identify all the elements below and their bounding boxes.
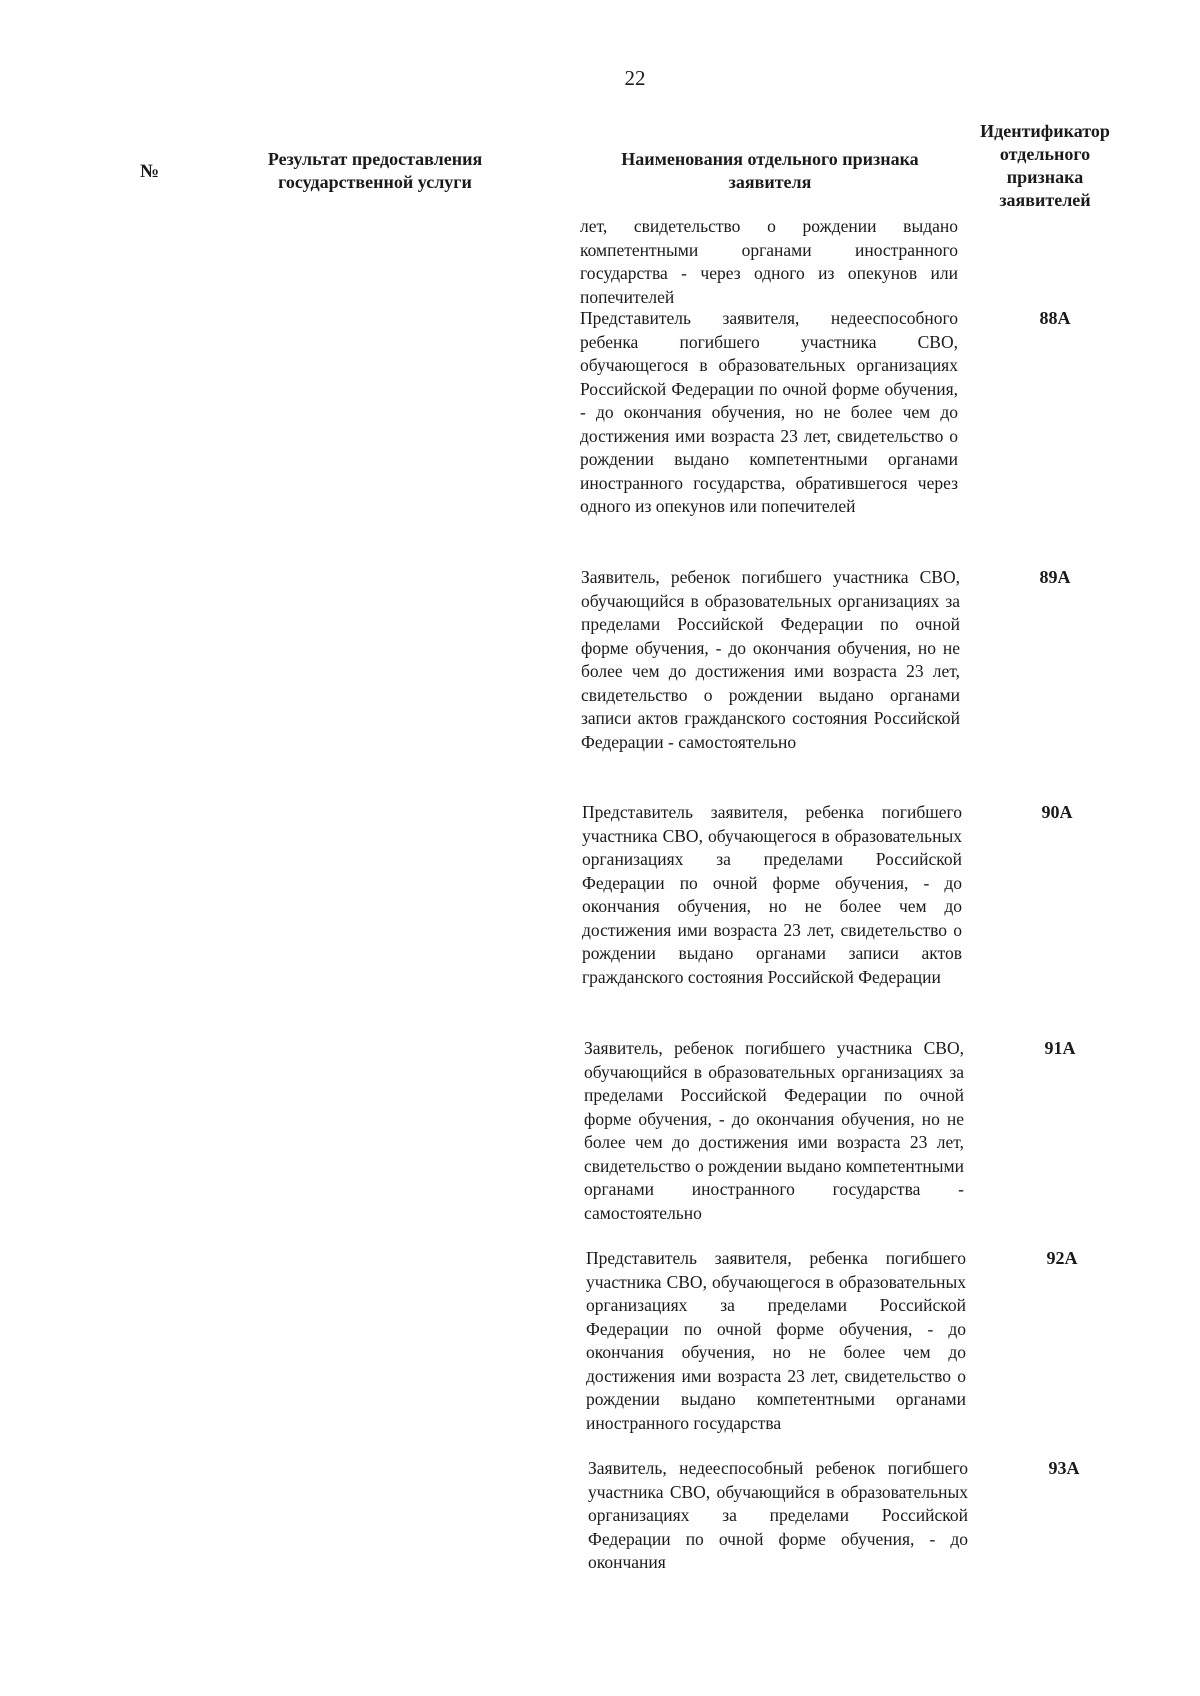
- applicant-attribute-text: Представитель заявителя, ребенка погибшего участника СВО, обучающегося в образовательных организациях за пределами Российской Федерации по очной форме обучения, - до окончания обучения, но не более чем до достижения ими возраста 23 лет, свидетельство о рождении выдано компетентными органами иностранного государства: [586, 1248, 966, 1433]
- column-header-identifier: Идентификатор отдельного признака заявителей: [980, 121, 1110, 210]
- applicant-attribute-id: 92А: [1046, 1248, 1078, 1268]
- column-header-number: №: [140, 161, 160, 182]
- applicant-attribute-text: Заявитель, недееспособный ребенок погибшего участника СВО, обучающийся в образовательных организациях за пределами Российской Федерации по очной форме обучения, - до окончания: [588, 1458, 968, 1572]
- applicant-attribute-text: Представитель заявителя, недееспособного ребенка погибшего участника СВО, обучающегося в образовательных организациях Российской Федерации по очной форме обучения, - до окончания обучения, но не более чем до достижения ими возраста 23 лет, свидетельство о рождении выдано компетентными органами иностранного государства, обратившегося через одного из опекунов или попечителей: [580, 308, 958, 516]
- applicant-attribute-id: 93А: [1048, 1458, 1080, 1478]
- applicant-attribute-id: 89А: [1039, 567, 1071, 587]
- applicant-attribute-id: 90А: [1041, 802, 1073, 822]
- column-header-result: Результат предоставления государственной услуги: [267, 149, 483, 192]
- applicant-attribute-text: Заявитель, ребенок погибшего участника СВО, обучающийся в образовательных организациях за пределами Российской Федерации по очной форме обучения, - до окончания обучения, но не более чем до достижения ими возраста 23 лет, свидетельство о рождении выдано компетентными органами иностранного государства - самостоятельно: [584, 1038, 964, 1223]
- applicant-attribute-text: Представитель заявителя, ребенка погибшего участника СВО, обучающегося в образовательных организациях за пределами Российской Федерации по очной форме обучения, - до окончания обучения, но не более чем до достижения ими возраста 23 лет, свидетельство о рождении выдано органами записи актов гражданского состояния Российской Федерации: [582, 802, 962, 987]
- applicant-attribute-text: Заявитель, ребенок погибшего участника СВО, обучающийся в образовательных организациях за пределами Российской Федерации по очной форме обучения, - до окончания обучения, но не более чем до достижения ими возраста 23 лет, свидетельство о рождении выдано органами записи актов гражданского состояния Российской Федерации - самостоятельно: [581, 567, 960, 752]
- column-header-name: Наименования отдельного признака заявителя: [621, 149, 919, 192]
- applicant-attribute-id: 91А: [1044, 1038, 1076, 1058]
- page-number: 22: [624, 66, 646, 90]
- applicant-attribute-id: 88А: [1039, 308, 1071, 328]
- applicant-attribute-text: лет, свидетельство о рождении выдано компетентными органами иностранного государства - через одного из опекунов или попечителей: [580, 216, 958, 307]
